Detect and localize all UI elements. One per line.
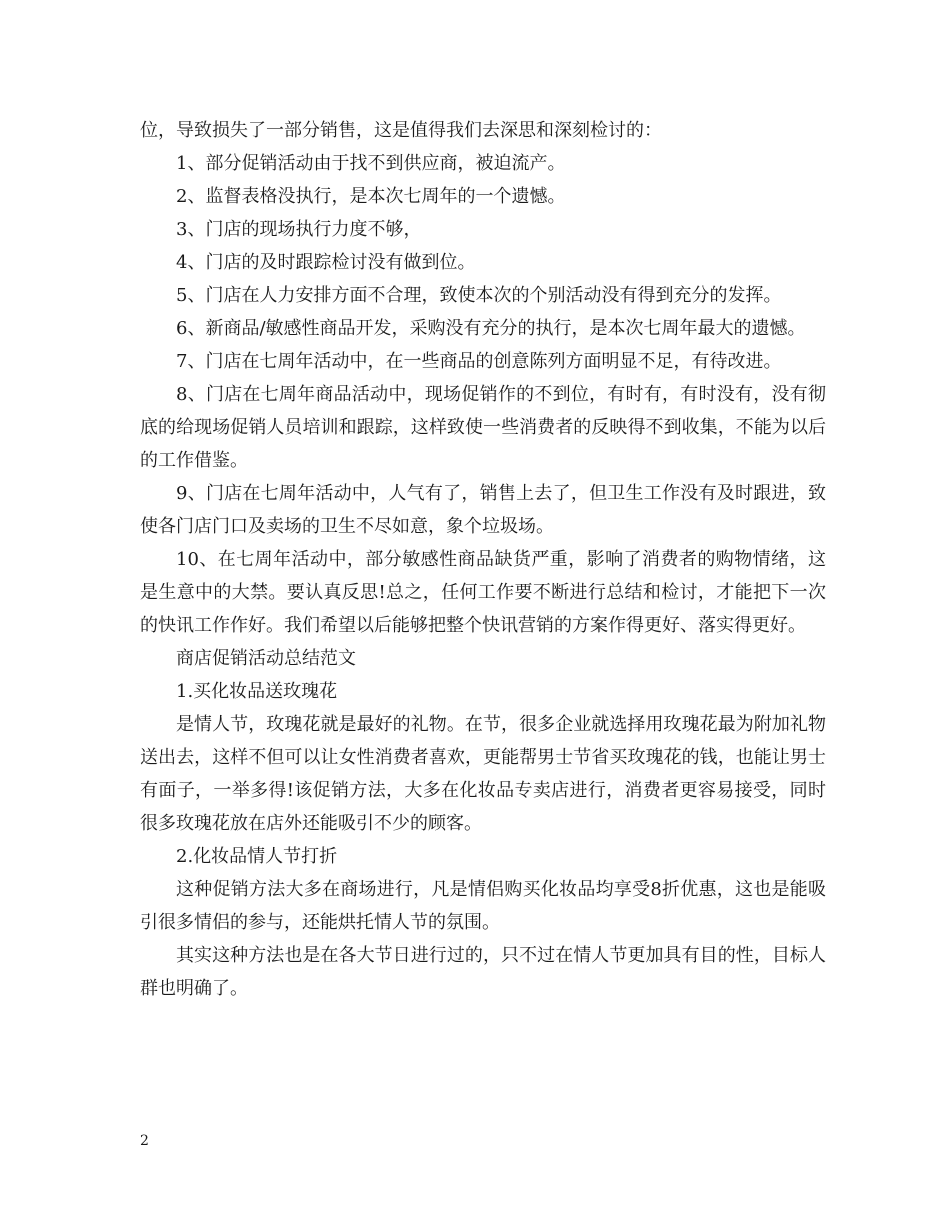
paragraph: 6、新商品/敏感性商品开发，采购没有充分的执行，是本次七周年最大的遗憾。 — [176, 318, 806, 339]
paragraph: 8、门店在七周年商品活动中，现场促销作的不到位，有时有，有时没有，没有彻底的给现场促销人员培训和跟踪，这样致使一些消费者的反映得不到收集，不能为以后的工作借鉴。 — [140, 384, 826, 471]
document-body — [140, 114, 826, 1005]
section-heading: 商店促销活动总结范文 — [176, 648, 356, 669]
paragraph: 4、门店的及时跟踪检讨没有做到位。 — [176, 252, 476, 273]
paragraph: 位，导致损失了一部分销售，这是值得我们去深思和深刻检讨的： — [140, 120, 662, 141]
paragraph: 其实这种方法也是在各大节日进行过的，只不过在情人节更加具有目的性，目标人群也明确了。 — [140, 945, 826, 999]
paragraph: 7、门店在七周年活动中，在一些商品的创意陈列方面明显不足，有待改进。 — [176, 351, 782, 372]
paragraph: 1、部分促销活动由于找不到供应商，被迫流产。 — [176, 153, 566, 174]
paragraph: 10、在七周年活动中，部分敏感性商品缺货严重，影响了消费者的购物情绪，这是生意中的大禁。要认真反思!总之，任何工作要不断进行总结和检讨，才能把下一次的快讯工作作好。我们希望以后能够把整个快讯营销的方案作得更好、落实得更好。 — [140, 549, 826, 636]
paragraph: 3、门店的现场执行力度不够， — [176, 219, 422, 240]
paragraph: 2、监督表格没执行，是本次七周年的一个遗憾。 — [176, 186, 566, 207]
paragraph: 是情人节，玫瑰花就是最好的礼物。在节，很多企业就选择用玫瑰花最为附加礼物送出去，这样不但可以让女性消费者喜欢，更能帮男士节省买玫瑰花的钱，也能让男士有面子，一举多得!该促销方法，大多在化妆品专卖店进行，消费者更容易接受，同时很多玫瑰花放在店外还能吸引不少的顾客。 — [140, 714, 826, 834]
subsection-heading: 2.化妆品情人节打折 — [176, 846, 338, 867]
paragraph: 9、门店在七周年活动中，人气有了，销售上去了，但卫生工作没有及时跟进，致使各门店门口及卖场的卫生不尽如意，象个垃圾场。 — [140, 483, 826, 537]
paragraph: 这种促销方法大多在商场进行，凡是情侣购买化妆品均享受8折优惠，这也是能吸引很多情侣的参与，还能烘托情人节的氛围。 — [140, 879, 826, 933]
subsection-heading: 1.买化妆品送玫瑰花 — [176, 681, 338, 702]
paragraph: 5、门店在人力安排方面不合理，致使本次的个别活动没有得到充分的发挥。 — [176, 285, 782, 306]
page-number: 2 — [140, 1133, 149, 1149]
